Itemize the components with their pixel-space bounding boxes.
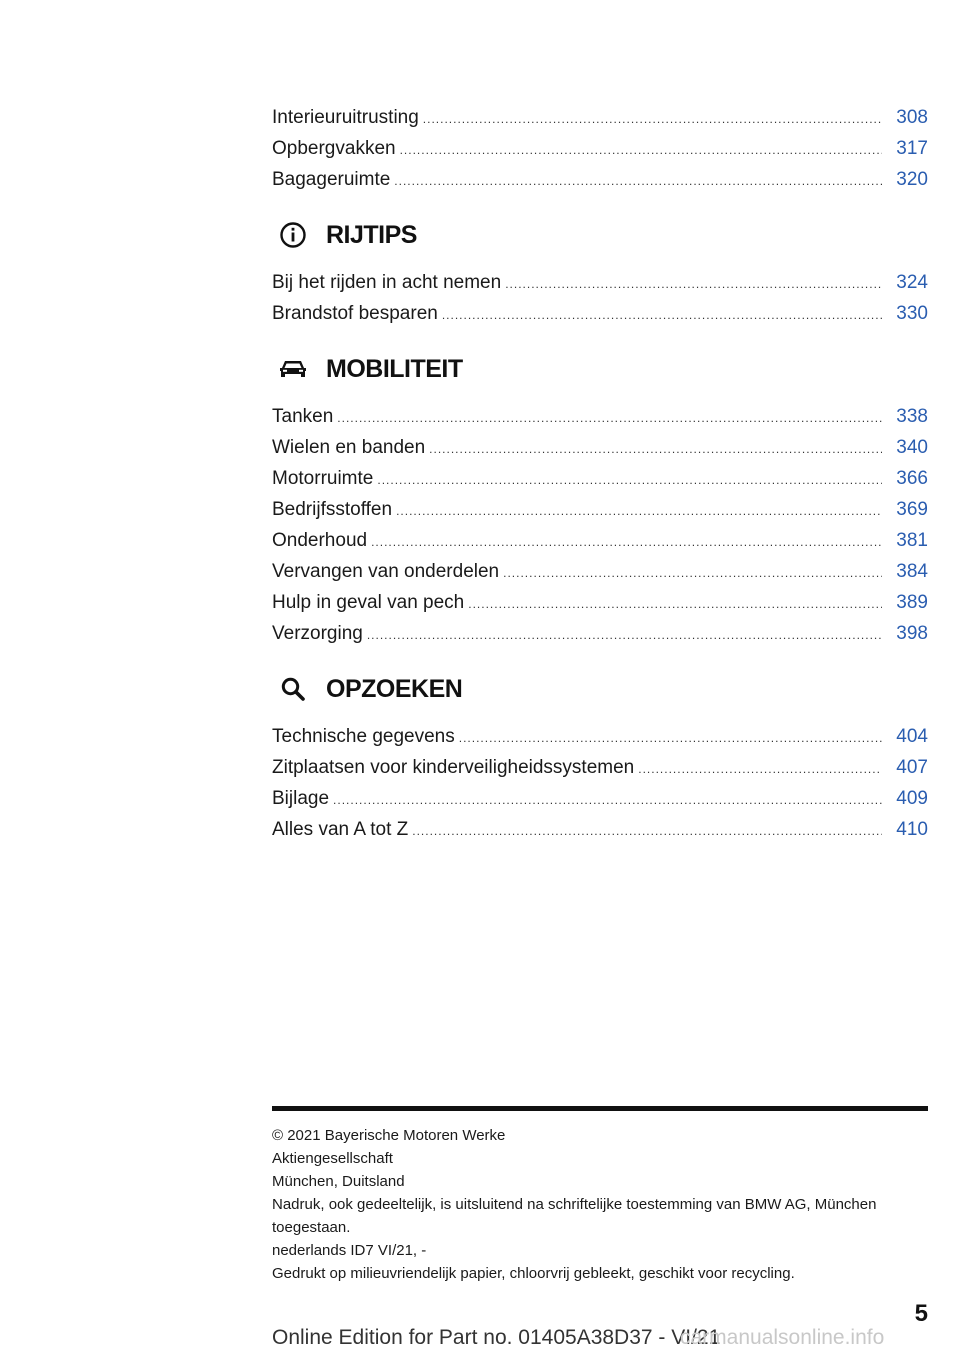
toc-entry-page[interactable]: 320 (896, 169, 928, 190)
dot-leader (505, 269, 882, 300)
toc-entry-label: Technische gegevens (272, 726, 455, 747)
imprint-line: Gedrukt op milieuvriendelijk papier, chloorvrij gebleekt, geschikt voor recycling. (272, 1265, 795, 1282)
toc-entry[interactable] (272, 618, 928, 649)
dot-leader (394, 166, 882, 197)
section-title: RIJTIPS (326, 220, 417, 249)
toc-entry[interactable] (272, 494, 928, 525)
toc-entry-page[interactable]: 369 (896, 499, 928, 520)
toc-entry-label: Vervangen van onderdelen (272, 561, 500, 582)
section-mobiliteit (272, 351, 928, 649)
dot-leader (367, 620, 882, 651)
toc-entry-label: Bedrijfsstoffen (272, 499, 393, 520)
toc-entry[interactable] (272, 401, 928, 432)
toc-entry-page[interactable]: 389 (896, 592, 928, 613)
page-number: 5 (914, 1300, 928, 1327)
dot-leader (337, 403, 882, 434)
imprint-line: München, Duitsland (272, 1173, 405, 1190)
toc-entry[interactable] (272, 164, 928, 195)
toc-entry-page[interactable]: 308 (896, 107, 928, 128)
toc-entry[interactable] (272, 298, 928, 329)
section-heading (272, 217, 928, 253)
toc-entry[interactable] (272, 525, 928, 556)
toc-entry-label: Bijlage (272, 788, 330, 809)
info-icon (278, 220, 308, 250)
dot-leader (442, 300, 882, 331)
toc-entry-label: Verzorging (272, 623, 363, 644)
toc-entry[interactable] (272, 267, 928, 298)
toc-entry-label: Bij het rijden in acht nemen (272, 272, 502, 293)
toc-entry-page[interactable]: 398 (896, 623, 928, 644)
toc-entry[interactable] (272, 432, 928, 463)
toc-entry-label: Onderhoud (272, 530, 368, 551)
toc-entry-page[interactable]: 410 (896, 819, 928, 840)
toc-entry-label: Hulp in geval van pech (272, 592, 465, 613)
dot-leader (638, 754, 882, 785)
toc-top-group (272, 102, 928, 195)
dot-leader (503, 558, 882, 589)
dot-leader (333, 785, 882, 816)
dot-leader (377, 465, 882, 496)
dot-leader (371, 527, 882, 558)
section-rijtips (272, 217, 928, 329)
toc-entry[interactable] (272, 783, 928, 814)
table-of-contents (272, 102, 928, 845)
dot-leader (468, 589, 882, 620)
search-icon (278, 674, 308, 704)
imprint-line: nederlands ID7 VI/21, - (272, 1242, 427, 1259)
car-icon (278, 354, 308, 384)
imprint (272, 1124, 928, 1285)
dot-leader (400, 135, 882, 166)
toc-entry[interactable] (272, 587, 928, 618)
toc-entry-page[interactable]: 407 (896, 757, 928, 778)
toc-entry-label: Brandstof besparen (272, 303, 438, 324)
toc-entry-label: Zitplaatsen voor kinderveiligheidssystemen (272, 757, 635, 778)
toc-entry-label: Interieuruitrusting (272, 107, 419, 128)
toc-entry-page[interactable]: 404 (896, 726, 928, 747)
toc-entry[interactable] (272, 752, 928, 783)
imprint-line: Nadruk, ook gedeeltelijk, is uitsluitend na schriftelijke toestemming van BMW AG, München toegestaan. (272, 1196, 877, 1236)
toc-entry[interactable] (272, 463, 928, 494)
toc-entry-label: Opbergvakken (272, 138, 396, 159)
section-heading (272, 351, 928, 387)
imprint-line: Aktiengesellschaft (272, 1150, 393, 1167)
section-title: MOBILITEIT (326, 354, 463, 383)
toc-entry-label: Alles van A tot Z (272, 819, 409, 840)
dot-leader (412, 816, 882, 847)
imprint-line: © 2021 Bayerische Motoren Werke (272, 1127, 506, 1144)
dot-leader (423, 104, 882, 135)
toc-entry-page[interactable]: 330 (896, 303, 928, 324)
toc-entry-page[interactable]: 338 (896, 406, 928, 427)
toc-entry[interactable] (272, 133, 928, 164)
section-title: OPZOEKEN (326, 674, 463, 703)
footer-edition: Online Edition for Part no. 01405A38D37 - VI/21 (272, 1326, 721, 1349)
toc-entry-page[interactable]: 409 (896, 788, 928, 809)
dot-leader (459, 723, 882, 754)
dot-leader (396, 496, 882, 527)
toc-entry-label: Wielen en banden (272, 437, 426, 458)
divider (272, 1106, 928, 1111)
toc-entry[interactable] (272, 102, 928, 133)
toc-entry-page[interactable]: 384 (896, 561, 928, 582)
section-heading (272, 671, 928, 707)
toc-entry[interactable] (272, 721, 928, 752)
dot-leader (429, 434, 882, 465)
toc-entry-page[interactable]: 324 (896, 272, 928, 293)
toc-entry-label: Tanken (272, 406, 334, 427)
toc-entry[interactable] (272, 814, 928, 845)
toc-entry-page[interactable]: 381 (896, 530, 928, 551)
toc-entry[interactable] (272, 556, 928, 587)
toc-entry-label: Bagageruimte (272, 169, 391, 190)
toc-entry-page[interactable]: 340 (896, 437, 928, 458)
section-opzoeken (272, 671, 928, 845)
watermark: carmanualsonline.info (680, 1326, 885, 1349)
toc-entry-page[interactable]: 317 (896, 138, 928, 159)
toc-entry-label: Motorruimte (272, 468, 374, 489)
toc-entry-page[interactable]: 366 (896, 468, 928, 489)
